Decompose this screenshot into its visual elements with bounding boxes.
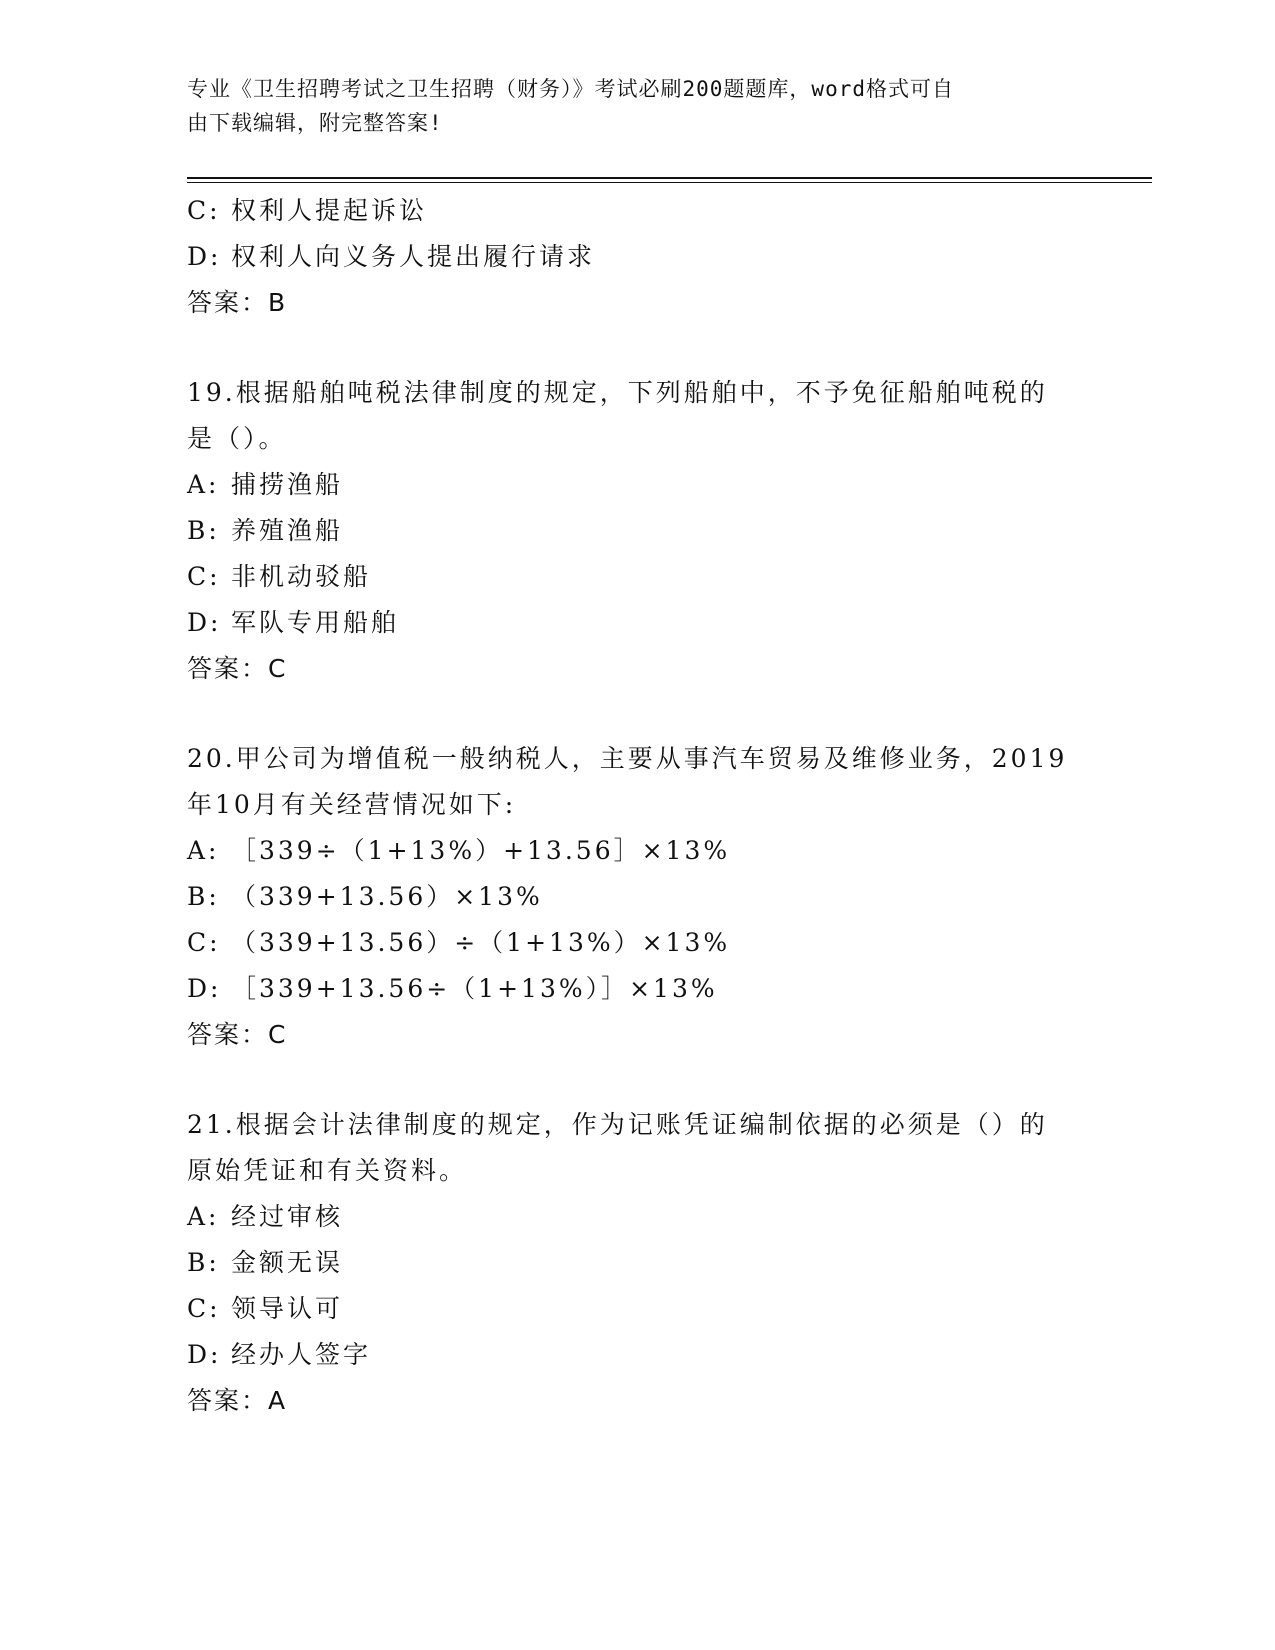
header-line-1: 专业《卫生招聘考试之卫生招聘（财务）》考试必刷200题题库，word格式可自 [187, 77, 954, 101]
option-label: D: [187, 1340, 222, 1369]
question-stem-line: 21.根据会计法律制度的规定，作为记账凭证编制依据的必须是（）的 [187, 1110, 1048, 1139]
option-text: 军队专用船舶 [231, 608, 400, 637]
answer-line: 答案：C [187, 654, 288, 683]
option-label: D: [187, 242, 222, 271]
option-text: （339+13.56）÷（1+13%）×13% [231, 928, 731, 957]
option-text: 领导认可 [231, 1294, 344, 1323]
option-label: C: [187, 562, 221, 591]
header-line-2: 由下载编辑，附完整答案! [187, 111, 443, 135]
header-divider-thick [187, 177, 1152, 179]
question-stem-line: 年10月有关经营情况如下: [187, 790, 517, 819]
option-d [187, 600, 1087, 646]
header-divider-thin [187, 182, 1152, 183]
option-a [187, 462, 1087, 508]
option-b [187, 874, 1087, 920]
option-c [187, 1286, 1087, 1332]
option-text: 养殖渔船 [231, 516, 344, 545]
option-label: D: [187, 974, 222, 1003]
option-c [187, 188, 1087, 234]
question-content [187, 188, 1087, 1424]
option-d [187, 1332, 1087, 1378]
question-21 [187, 1102, 1087, 1424]
answer-line: 答案：B [187, 288, 288, 317]
option-b [187, 1240, 1087, 1286]
option-text: 经过审核 [231, 1202, 344, 1231]
option-a [187, 1194, 1087, 1240]
option-label: B: [187, 882, 220, 911]
option-text: （339+13.56）×13% [231, 882, 543, 911]
answer-line: 答案：A [187, 1386, 288, 1415]
option-label: B: [187, 1248, 220, 1277]
question-20 [187, 736, 1087, 1058]
question-stem-line: 20.甲公司为增值税一般纳税人，主要从事汽车贸易及维修业务，2019 [187, 744, 1068, 773]
answer-line: 答案：C [187, 1020, 288, 1049]
document-header [187, 72, 1067, 140]
option-label: C: [187, 1294, 221, 1323]
option-label: C: [187, 928, 221, 957]
option-text: 权利人向义务人提出履行请求 [231, 242, 596, 271]
option-text: 经办人签字 [231, 1340, 372, 1369]
question-19 [187, 370, 1087, 692]
option-d [187, 966, 1087, 1012]
option-text: 非机动驳船 [231, 562, 372, 591]
option-label: A: [187, 836, 220, 865]
option-text: ［339÷（1+13%）+13.56］×13% [231, 836, 731, 865]
option-label: A: [187, 470, 220, 499]
question-stem-line: 是（）。 [187, 424, 287, 453]
option-text: 权利人提起诉讼 [231, 196, 428, 225]
option-text: 捕捞渔船 [231, 470, 344, 499]
option-c [187, 920, 1087, 966]
option-c [187, 554, 1087, 600]
option-label: D: [187, 608, 222, 637]
question-stem-line: 原始凭证和有关资料。 [187, 1156, 468, 1185]
option-a [187, 828, 1087, 874]
option-label: B: [187, 516, 220, 545]
option-text: 金额无误 [231, 1248, 344, 1277]
option-text: ［339+13.56÷（1+13%）］×13% [231, 974, 718, 1003]
question-stem-line: 19.根据船舶吨税法律制度的规定，下列船舶中，不予免征船舶吨税的 [187, 378, 1048, 407]
option-label: C: [187, 196, 221, 225]
option-d [187, 234, 1087, 280]
option-label: A: [187, 1202, 220, 1231]
option-b [187, 508, 1087, 554]
previous-question-tail [187, 188, 1087, 326]
